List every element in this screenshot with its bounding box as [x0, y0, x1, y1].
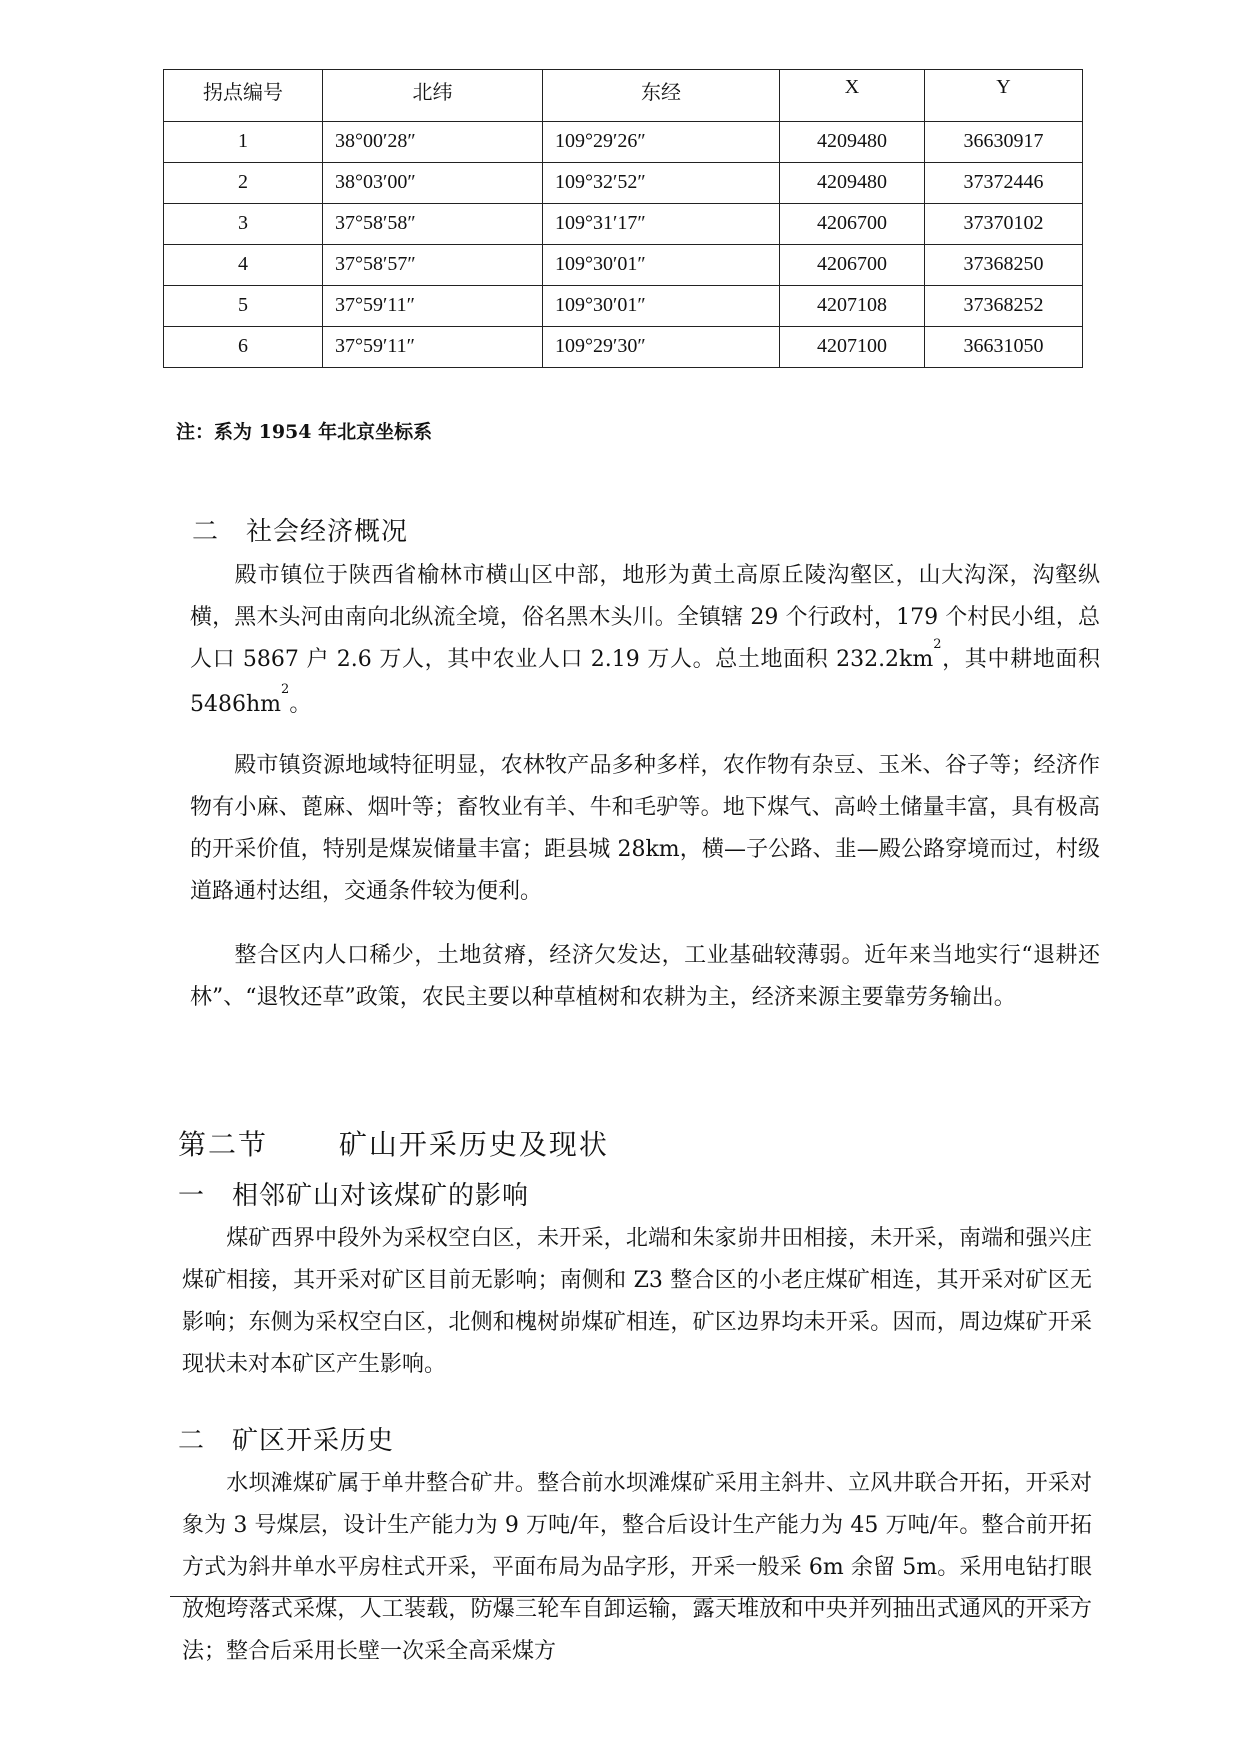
cell-y: 36630917 [925, 122, 1083, 163]
cell-y: 37370102 [925, 204, 1083, 245]
neighbor-mines-paragraph [182, 1218, 1092, 1386]
cell-longitude: 109°30′01″ [543, 245, 780, 286]
cell-point: 2 [164, 163, 323, 204]
cell-latitude: 37°59′11″ [323, 327, 543, 368]
cell-latitude: 37°58′57″ [323, 245, 543, 286]
table-row [164, 204, 1083, 245]
cell-longitude: 109°30′01″ [543, 286, 780, 327]
cell-longitude: 109°29′26″ [543, 122, 780, 163]
area-unit-superscript: 2 [933, 637, 942, 652]
cell-x: 4209480 [780, 122, 925, 163]
cell-longitude: 109°32′52″ [543, 163, 780, 204]
table-row [164, 286, 1083, 327]
cell-x: 4209480 [780, 163, 925, 204]
social-paragraph-2 [190, 745, 1100, 913]
social-economy-heading: 二 社会经济概况 [192, 517, 409, 547]
neighbor-mines-paragraph-text: 煤矿西界中段外为采权空白区，未开采，北端和朱家峁井田相接，未开采，南端和强兴庄煤矿相接，其开采对矿区目前无影响；南侧和 Z3 整合区的小老庄煤矿相连，其开采对矿区无影响；东侧为采权空白区，北侧和槐树峁煤矿相连，矿区边界均未开采。因而，周边煤矿开采现状未对本矿区产生影响。 [182, 1226, 1092, 1377]
cell-y: 37368252 [925, 286, 1083, 327]
cell-point: 6 [164, 327, 323, 368]
social-paragraph-1-cont: ，其中耕地面积 5486hm [190, 647, 1100, 717]
mining-history-paragraph-text: 水坝滩煤矿属于单井整合矿井。整合前水坝滩煤矿采用主斜井、立风井联合开拓，开采对象为 3 号煤层，设计生产能力为 9 万吨/年，整合后设计生产能力为 45 万吨/年。整合前开拓方式为斜井单水平房柱式开采，平面布局为品字形，开采一般采 6m 余留 5m。采用电钻打眼放炮垮落式采煤，人工装载，防爆三轮车自卸运输，露天堆放和中央并列抽出式通风的开采方法；整合后采用长壁一次采全高采煤方 [182, 1471, 1092, 1664]
social-paragraph-2-text: 殿市镇资源地域特征明显，农林牧产品多种多样，农作物有杂豆、玉米、谷子等；经济作物有小麻、蓖麻、烟叶等；畜牧业有羊、牛和毛驴等。地下煤气、高岭土储量丰富，具有极高的开采价值，特别是煤炭储量丰富；距县城 28km，横—子公路、韭—殿公路穿境而过，村级道路通村达组，交通条件较为便利。 [190, 753, 1100, 904]
cell-longitude: 109°29′30″ [543, 327, 780, 368]
table-row [164, 163, 1083, 204]
mining-history-paragraph [182, 1463, 1092, 1673]
cell-x: 4207108 [780, 286, 925, 327]
underline-rule [170, 1596, 1080, 1597]
cell-y: 36631050 [925, 327, 1083, 368]
cell-point: 5 [164, 286, 323, 327]
cell-point: 3 [164, 204, 323, 245]
table-row [164, 122, 1083, 163]
table-header-row [164, 70, 1083, 122]
cell-point: 4 [164, 245, 323, 286]
cell-x: 4207100 [780, 327, 925, 368]
social-paragraph-1 [190, 555, 1100, 729]
header-point-number: 拐点编号 [164, 70, 323, 122]
social-paragraph-1-text: 殿市镇位于陕西省榆林市横山区中部，地形为黄土高原丘陵沟壑区，山大沟深，沟壑纵横，黑木头河由南向北纵流全境，俗名黑木头川。全镇辖 29 个行政村，179 个村民小组，总人口 5867 户 2.6 万人，其中农业人口 2.19 万人。总土地面积 232.2km [190, 563, 1100, 672]
cell-point: 1 [164, 122, 323, 163]
cell-latitude: 37°58′58″ [323, 204, 543, 245]
cell-x: 4206700 [780, 204, 925, 245]
header-latitude: 北纬 [323, 70, 543, 122]
cell-y: 37372446 [925, 163, 1083, 204]
table-row [164, 245, 1083, 286]
social-paragraph-3 [190, 935, 1100, 1019]
cell-latitude: 37°59′11″ [323, 286, 543, 327]
social-paragraph-1-end: 。 [289, 692, 312, 717]
coordinate-table [163, 69, 1083, 368]
social-paragraph-3-text: 整合区内人口稀少，土地贫瘠，经济欠发达，工业基础较薄弱。近年来当地实行“退耕还林”、“退牧还草”政策，农民主要以种草植树和农耕为主，经济来源主要靠劳务输出。 [190, 943, 1100, 1010]
neighbor-mines-heading: 一 相邻矿山对该煤矿的影响 [178, 1181, 530, 1211]
table-row [164, 327, 1083, 368]
cell-latitude: 38°00′28″ [323, 122, 543, 163]
header-y: Y [925, 70, 1083, 122]
section-2-heading: 第二节 矿山开采历史及现状 [178, 1128, 609, 1161]
cell-latitude: 38°03′00″ [323, 163, 543, 204]
header-longitude: 东经 [543, 70, 780, 122]
cell-x: 4206700 [780, 245, 925, 286]
header-x: X [780, 70, 925, 122]
cell-longitude: 109°31′17″ [543, 204, 780, 245]
cell-y: 37368250 [925, 245, 1083, 286]
coordinate-system-note: 注：系为 1954 年北京坐标系 [176, 421, 433, 443]
hectare-unit-superscript: 2 [281, 682, 290, 697]
mining-history-heading: 二 矿区开采历史 [178, 1426, 395, 1456]
